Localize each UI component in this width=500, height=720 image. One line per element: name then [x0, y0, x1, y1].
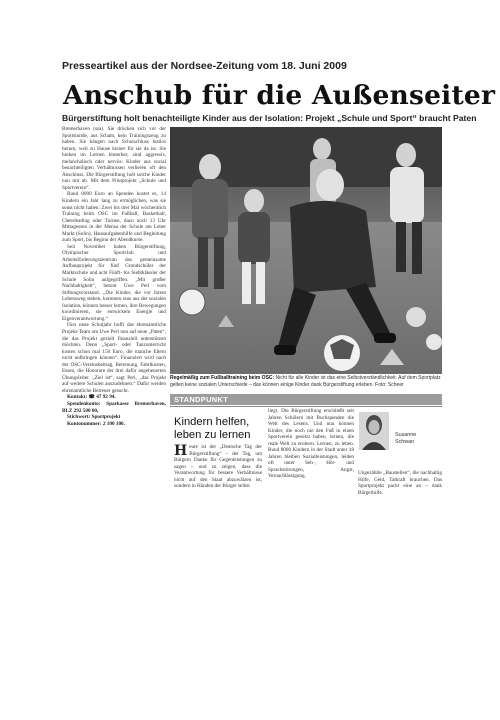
author-first-name: Susanne	[395, 432, 417, 438]
standpunkt-title: Kindern helfen, leben zu lernen	[174, 416, 251, 441]
article-paragraph: Seit November haben Bürgerstiftung, Olympischer Sportclub und Arbeitsförderungszentrum das gemeinsame Aufbauprojekt für fünf Grundschüler der Marktschule und acht Fünft- bis Siebtklässler der Schule Solin aufgegriffen. „Mit großer Nachhaltigkeit“, betont Uwe Perl vom Stiftungsvorstand. „Die Kinder, die vor ihrem Lebensweg stehen, kommen raus aus der sozialen Isolation, können besser lernen, ihre Bewegungen koordinieren, sie entwickeln Energie und Eigenverantwortung.“	[62, 243, 166, 322]
keyword-line: Stichwort: Sportprojekt	[67, 414, 121, 421]
football-training-photo	[170, 127, 442, 374]
caption-text: Nicht für alle Kinder ist das eine Selbstverständlichkeit. Auf dem Sportplatz gelten keine sozialen Unterschiede – das können einige Kinder dank Bürgerstiftung erleben.	[170, 375, 441, 388]
article-paragraph: Fürs neue Schuljahr hofft das ehrenamtliche Projekt-Team um Uwe Perl nun auf neue „Paten“, die das Projekt gezielt finanziell unterstützen möchten. Denn „Sport- oder Tanzunterricht kosten schon mal 150 Euro, die manche Eltern nicht aufbringen können“. Finanziert wird nach der OSC-Vereinsbeitrag, Betreuung, Fahrtkosten, Essen, die Honorare der drei dafür angeheuerten Übungsleiter. „Ziel ist“, sagt Perl, „das Projekt auf weitere Schulen auszudehnen.“ Dafür werden ehrenamtliche Betreuer gesucht.	[62, 322, 166, 394]
standpunkt-label: STANDPUNKT	[174, 395, 229, 404]
author-portrait	[359, 412, 389, 450]
headline: Anschub für die Außenseiter	[63, 80, 496, 111]
source-line: Presseartikel aus der Nordsee-Zeitung vom 18. Juni 2009	[62, 60, 347, 72]
article-paragraph: Bremerhaven (ssa). Sie drücken sich vor der Sportstunde, aus Scham, kein Trainingszeug zu haben. Sie hängen nach Schulschluss lustlos herum, weil zu Hause keiner für sie da ist. Sie hinken im Lernen hinterher, sind aggressiv, melancholisch oder nervös: Kinder aus sozial benachteiligten Verhältnissen verlieren oft den Anschluss. Die Bürgerstiftung holt solche Kinder nun mit ab. Mit dem Pilotprojekt „Schule und Sportverein“.	[62, 126, 166, 191]
standpunkt-divider	[170, 406, 442, 407]
article-body-column	[62, 126, 166, 427]
contact-line: Kontakt: ☎ 47 92 94.	[67, 394, 116, 401]
standpunkt-column-1	[174, 444, 262, 490]
standpunkt-column-2: liegt. Die Bürgerstiftung erschließt seit Jahren Schülern mit Buchspenden die Welt des Lesens. Und nun können Kinder, die noch nie den Fuß in einen Sportverein gesetzt haben, lernen, die reale Welt zu erobern. Lernen, zu leben. Rund 8000 Kindern in der Stadt unter 18 Jahren bleiben Sozialleistungen, leiden oft unter Seh-, Hör- und Sprachstörungen, Angst, Vernachlässigung.	[268, 408, 354, 480]
account-number-line: Kontonummer: 2 100 100.	[67, 420, 125, 427]
photo-caption	[170, 375, 442, 388]
drop-cap: H	[174, 443, 188, 459]
article-paragraph: Rund 8000 Euro an Spenden kostet es, 14 Kindern ein Jahr lang zu ermöglichen, was sie sonst nicht haben: Zwei bis drei Mal wöchentlich Training beim OSC im Fußball, Basketball, Cheerleading oder Turnen, dazu noch 13 Uhr Mittagessen in der Mensa der Schule am Leher Markt (Solin), Hausaufgabenhilfe und Begleitung zum Sport, bis Beginn der Abendkurse.	[62, 191, 166, 244]
photo-credit: Foto: Scheer	[375, 381, 404, 388]
standpunkt-col1-text: eute ist der „Deutsche Tag der Bürgerstiftung“ – der Tag, um Bürgern Danke für Gegenleistungen zu sagen – und zu zeigen, dass die Verantwortung für bessere Verhältnisse nicht auf den Staat abzuwälzen ist, sondern in Händen der Bürger selbst	[174, 444, 262, 490]
author-last-name: Schwan	[395, 439, 415, 445]
standpunkt-column-3: Ungezählte „Baustellen“, die nachhaltig Hilfe, Geld, Tatkraft brauchen. Das Sportprojekt packt eine an – dank Bürgerhilfe.	[358, 470, 442, 496]
donation-account-line: Spendenkonto: Sparkasse Bremerhaven, BLZ 292 500 00,	[62, 400, 166, 414]
author-byline	[395, 432, 416, 446]
subheadline: Bürgerstiftung holt benachteiligte Kinder aus der Isolation: Projekt „Schule und Sport“ braucht Paten	[62, 113, 477, 123]
caption-bold: Regelmäßig zum Fußballtraining beim OSC:	[170, 375, 275, 381]
